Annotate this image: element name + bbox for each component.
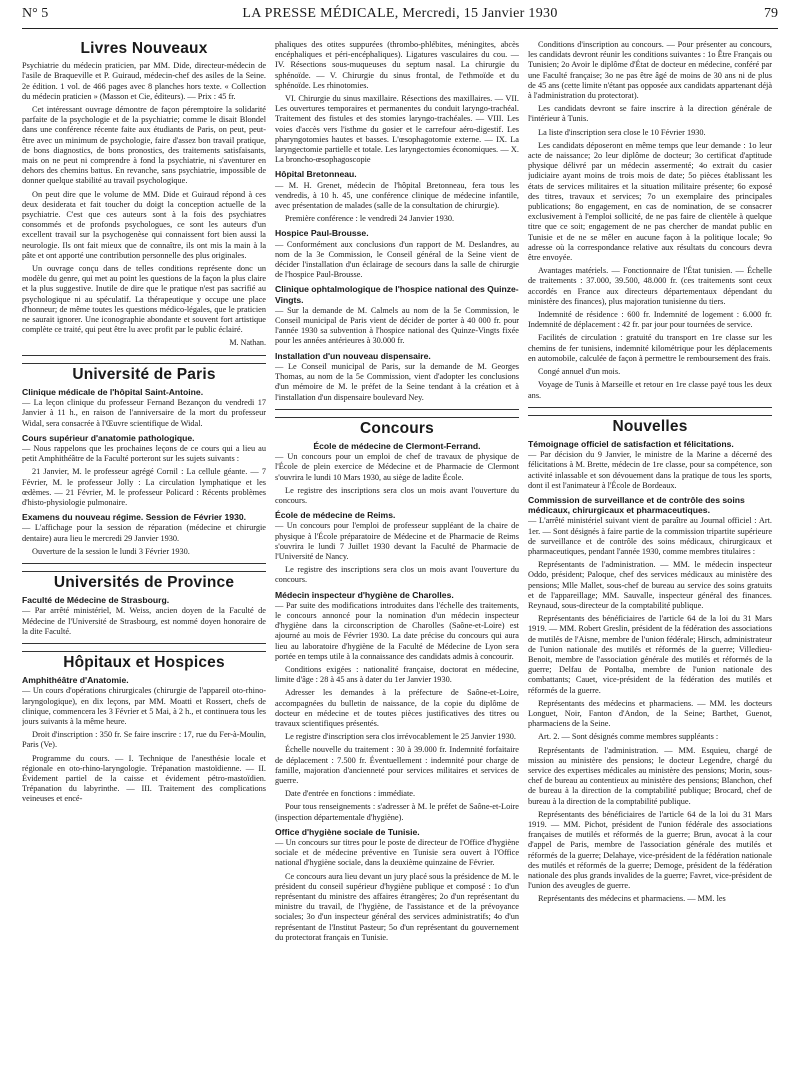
notice-title: Amphithéâtre d'Anatomie. (22, 675, 129, 686)
notice-text: — Par suite des modifications introduites dans l'échelle des traitements, le concours annoncé pour la nomination d'un médecin inspecteur d'hygiène dans la circonscription de Charolles (Saône-et-Loire) est ajourné au mois de Février 1930. La date précise du concours qui aura lieu au laboratoire d'hygiène de la Faculté de Médecine de Lyon sera portée en temps utile à la connaissance des candidats admis à concourir. (275, 600, 519, 661)
notice-text: — Un concours pour l'emploi de professeur suppléant de la chaire de physique à l'École préparatoire de Médecine et de Pharmacie de Reims s'ouvrira le lundi 7 Juillet 1930 devant la Faculté de Pharmacie de l'Université de Nancy. (275, 521, 519, 561)
notice-text: — Un concours sur titres pour le poste de directeur de l'Office d'hygiène sociale et de médecine préventive en Tunisie sera ouvert à l'Office national d'hygiène sociale, dans la deuxième quinzaine de Février. (275, 838, 519, 868)
notice-title: École de médecine de Clermont-Ferrand. (313, 440, 481, 451)
notice-title: Médecin inspecteur d'hygiène de Charolles. (275, 589, 454, 600)
book-reference: Psychiatrie du médecin praticien, par MM. Dide, directeur-médecin de l'asile de Braqueville et P. Guiraud, médecin-chef des asiles de la Seine. 2e édition. 1 vol. de 466 pages avec 8 planches hors texte. « Collection du médecin praticien » (Masson et Cie, éditeurs). — Prix : 45 fr. (22, 61, 266, 101)
section-livres-nouveaux: Livres Nouveaux (80, 40, 208, 57)
notice-text: Les candidats devront se faire inscrire à la direction générale de l'intérieur à Tunis. (528, 104, 772, 124)
notice-text: Représentants des bénéficiaires de l'article 64 de la loi du 31 Mars 1919. — MM. Pichot, président de l'union fédérale des associations françaises de mutilés et réformés de la guerre; Brun, avocat à la cour d'appel de Paris, membre de l'association générale des mutilés et réformés de la guerre; Delahaye, vice-président de la fédération nationale des mutilés et réformés de la guerre; Demoge, président de la fédération nationale des plus grands invalides de la guerre; Favret, vice-président de l'union des aveugles de guerre. (528, 809, 772, 891)
section-nouvelles: Nouvelles (612, 417, 688, 435)
notice-text: Indemnité de résidence : 600 fr. Indemnité de logement : 6.000 fr. Indemnité de déplacement : 42 fr. par jour pour tournées de service. (528, 310, 772, 330)
notice-text: Le registre des inscriptions sera clos un mois avant l'ouverture du concours. (275, 565, 519, 585)
section-divider (22, 643, 266, 652)
section-divider (22, 355, 266, 364)
notice-title: Clinique ophtalmologique de l'hospice national des Quinze-Vingts. (275, 284, 519, 305)
section-divider (22, 563, 266, 572)
notice-title: Hôpital Bretonneau. (275, 169, 357, 180)
journal-title: LA PRESSE MÉDICALE, Mercredi, 15 Janvier 1930 (242, 6, 558, 21)
notice-text: Voyage de Tunis à Marseille et retour en 1re classe payé tous les deux ans. (528, 380, 772, 400)
notice-text: Conditions d'inscription au concours. — Pour présenter au concours, les candidats devront réunir les conditions suivantes : 1o Être Français ou Tunisien; 2o Avoir le diplôme d'État de docteur en médecine, conféré par une Faculté française; 3o ne pas être âgé de moins de 30 ans ni de plus de 45 ans (cette limite n'étant pas opposée aux candidats appartenant déjà à l'administration du protectorat). (528, 40, 772, 101)
notice-title: Examens du nouveau régime. Session de Février 1930. (22, 512, 247, 523)
notice-title: Commission de surveillance et de contrôle des soins médicaux, chirurgicaux et pharmaceutiques. (528, 494, 745, 516)
notice-title: Installation d'un nouveau dispensaire. (275, 350, 431, 361)
review-signature: M. Nathan. (229, 338, 266, 348)
notice-text: — Sur la demande de M. Calmels au nom de la 5e Commission, le Conseil municipal de Paris vient de décider de porter à 40 000 fr. pour l'année 1930 sa subvention à l'hospice national des Quinze-Vingts fixée pour les années antérieures à 30.000 fr. (275, 305, 519, 346)
continued-text: VI. Chirurgie du sinus maxillaire. Résections des maxillaires. — VII. Les ouvertures temporaires et permanentes du conduit laryngo-trachéal. Traitement des fistules et des stomies laryngo-trachéales. — VIII. Les voies d'accès vers l'isthme du gosier et le carrefour aéro-digestif. Les pharyngotomies hautes et basses. L'œsophagotomie externe. — IX. La laryngectomie partielle et totale. Les laryngectomies économiques. — X. La broncho-œsophagoscopie (275, 94, 519, 165)
notice-title: Hospice Paul-Brousse. (275, 228, 369, 239)
section-hopitaux-hospices: Hôpitaux et Hospices (63, 653, 225, 671)
notice-title: Clinique médicale de l'hôpital Saint-Antoine. (22, 386, 204, 397)
notice-text: — Un cours d'opérations chirurgicales (chirurgie de l'appareil oto-rhino-laryngologique), en dix leçons, par MM. Moatti et Rossert, chefs de clinique, commencera les 3 Février et 5 Mai, à 2 h., et continuera tous les jours suivants à la même heure. (22, 686, 266, 726)
notice-text: Facilités de circulation : gratuité du transport en 1re classe sur les chemins de fer tunisiens, indemnité kilométrique pour les déplacements en automobile, calculée de façon à permettre le remboursement des frais. (528, 333, 772, 363)
notice-text: Représentants de l'administration. — MM. Esquieu, chargé de mission au ministère des pensions; le docteur Legendre, chargé du service des expertises médicales au ministère des pensions; Morin, sous-chef de bureau au contentieux au ministère des pensions; Blanchon, chef de bureau à la direction de la comptabilité publique; Brocard, chef de bureau à la direction de la comptabilité publique. (528, 745, 772, 806)
notice-text: — Le Conseil municipal de Paris, sur la demande de M. Georges Thomas, au nom de la 5e Commission, vient d'adopter les conclusions d'un mémoire de M. le préfet de la Seine tendant à la création et à l'installation d'un dispensaire boulevard Ney. (275, 361, 519, 402)
section-concours: Concours (360, 419, 434, 437)
notice-text: Adresser les demandes à la préfecture de Saône-et-Loire, accompagnées du bulletin de naissance, de la copie du diplôme de docteur en médecine et de toutes pièces justificatives des titres ou travaux scientifiques présentés. (275, 688, 519, 728)
notice-text: Première conférence : le vendredi 24 Janvier 1930. (285, 214, 455, 224)
notice-title: École de médecine de Reims. (275, 510, 396, 521)
notice-text: Conditions exigées : nationalité française, doctorat en médecine, limite d'âge : 28 à 45 ans à dater du 1er Janvier 1930. (275, 664, 519, 685)
notice-text: — Nous rappelons que les prochaines leçons de ce cours qui a lieu au petit Amphithéâtre de la Faculté porteront sur les sujets suivants : (22, 443, 266, 464)
notice-text: Représentants des médecins et pharmaciens. — MM. les (538, 894, 726, 904)
notice-text: Ouverture de la session le lundi 3 Février 1930. (32, 546, 190, 556)
notice-text: — Conformément aux conclusions d'un rapport de M. Deslandres, au nom de la 3e Commission, le Conseil général de la Seine vient de décider l'installation d'un éclairage de secours dans la salle de chirurgie de l'hospice Paul-Brousse. (275, 239, 519, 280)
section-divider (275, 409, 519, 418)
notice-text: Congé annuel d'un mois. (538, 367, 621, 377)
notice-text: — L'affichage pour la session de réparation (médecine et chirurgie dentaire) aura lieu le mercredi 29 Janvier 1930. (22, 523, 266, 543)
notice-text: — M. H. Grenet, médecin de l'hôpital Bretonneau, fera tous les vendredis, à 10 h. 45, une conférence clinique de médecine infantile, avec présentation de malades (salle de la consultation de chirurgie). (275, 180, 519, 211)
notice-text: Représentants des bénéficiaires de l'article 64 de la loi du 31 Mars 1919. — MM. Robert Greslin, président de la fédération des associations de mutilés de l'Aisne, membre de l'union fédérale; Hirsch, administrateur de l'union nationale des mutilés et réformés de la guerre; Villedieu-Benoit, membre de l'association générale des mutilés et réformés de la guerre; Delfau de Pontalba, membre de l'union nationale des combattants; Cauet, vice-président de la fédération des mutilés et réformés de la guerre. (528, 614, 772, 695)
column-middle (275, 40, 519, 1072)
review-paragraph: Cet intéressant ouvrage démontre de façon péremptoire la solidarité parfaite de la psychologie et de la psychiatrie; comme le disait Blondel dans une conférence récente faite aux étudiants de Paris, on peut, peut-être avec un minimum de psychologie, faire d'assez bon travail pratique, de bons diagnostics, de bons pronostics, des traitements satisfaisants, mais on ne peut ni comprendre à fond la psychiatrie, ni s'aventurer en dehors des chemins battus. En revanche, sans psychiatrie, impossible de donner quelque stabilité au travail psychologique. (22, 105, 266, 186)
review-paragraph: Un ouvrage conçu dans de telles conditions représente donc un modèle du genre, qui met au point les questions de la façon la plus claire et la plus suggestive. Inutile de dire que le pratique n'est pas sacrifié au psychologique ni au spéculatif. La thérapeutique y occupe une place d'honneur; de même toutes les questions médico-légales, que le praticien ne saurait ignorer. Une iconographie abondante et souvent fort artistique complète ce traité, qui peut être lu avec profit par le public éclairé. (22, 264, 266, 335)
notice-text: Droit d'inscription : 350 fr. Se faire inscrire : 17, rue du Fer-à-Moulin, Paris (Ve). (22, 730, 266, 750)
notice-text: Avantages matériels. — Fonctionnaire de l'État tunisien. — Échelle de traitements : 37.000, 39.500, 48.000 fr. (ces traitements sont ceux accordés en France aux directeurs départementaux dépendant du ministère des finances), plus majoration tunisienne du tiers. (528, 266, 772, 306)
page-header (22, 4, 778, 29)
issue-number: N° 5 (22, 6, 49, 21)
notice-text: Les candidats déposeront en même temps que leur demande : 1o leur acte de naissance; 2o leur diplôme de docteur; 3o certificat d'aptitude physique délivré par un médecin assermenté; 4o extrait du casier judiciaire ayant moins de trois mois de date; 5o pièces établissant les états de services militaires et la situation militaire présente; 6o exposé des titres, travaux et services; 7o un exemplaire des principales publications; 8o engagement, en cas de nomination, de se consacrer exclusivement à l'emploi sollicité, de ne pas faire de clientèle à quelque titre que ce soit; engagement de ne pas chercher de mandat public en Tunisie et de ne se mêler en aucune façon à la politique locale; 9o adresse où la correspondance relative aux résultats du concours devra être envoyée. (528, 140, 772, 263)
notice-text: Le registre d'inscription sera clos irrévocablement le 25 Janvier 1930. (285, 732, 516, 742)
notice-text: 21 Janvier, M. le professeur agrégé Cornil : La cellule géante. — 7 Février, M. le professeur Jolly : La circulation lymphatique et les œdèmes. — 21 Février, M. le professeur Policard : Récents problèmes d'histo-physiologie pulmonaire. (22, 467, 266, 507)
notice-text: — L'arrêté ministériel suivant vient de paraître au Journal officiel : Art. 1er. — Sont désignés à faire partie de la commission tripartite supérieure de surveillance et de contrôle des soins médicaux, chirurgicaux et pharmaceutiques, pendant l'année 1930, comme membres titulaires : (528, 516, 772, 556)
column-right (528, 40, 772, 1072)
review-paragraph: On peut dire que le volume de MM. Dide et Guiraud répond à ces deux desiderata et fait toucher du doigt la conception actuelle de la psychiatrie. C'est que ces auteurs sont à la fois des psychiatres consommés et de profonds psychologues, ce sont les auteurs d'un excellent travail sur la psychogenèse qui connaissent fort bien aussi la neurologie. Ils ont fait mieux que de connaître, ils ont mis la main à la pâte et ont apporté une contribution personnelle des plus originales. (22, 189, 266, 260)
notice-text: Date d'entrée en fonctions : immédiate. (285, 789, 416, 799)
notice-text: Représentants des médecins et pharmaciens. — MM. les docteurs Longuet, Noir, Fanton d'Andon, de la Seine; Barthet, Guenot, pharmaciens de la Seine. (528, 698, 772, 729)
notice-text: Programme du cours. — I. Technique de l'anesthésie locale et régionale en oto-rhino-laryngologie. Trépanation mastoïdienne. — II. Évidement partiel de la caisse et évidement pétro-mastoïdien. Trépanation du labyrinthe. — III. Traitement des complications veineuses et encé- (22, 753, 266, 804)
notice-text: Pour tous renseignements : s'adresser à M. le préfet de Saône-et-Loire (inspection départementale d'hygiène). (275, 802, 519, 822)
notice-text: — Par arrêté ministériel, M. Weiss, ancien doyen de la Faculté de Médecine de l'Université de Strasbourg, est nommé doyen honoraire de la dite Faculté. (22, 606, 266, 636)
notice-text: — La leçon clinique du professeur Fernand Bezançon du vendredi 17 Janvier à 11 h., en raison de l'anniversaire de la mort du professeur Widal, sera consacrée à l'Œuvre scientifique de Widal. (22, 398, 266, 428)
notice-text: La liste d'inscription sera close le 10 Février 1930. (538, 127, 706, 137)
notice-title: Cours supérieur d'anatomie pathologique. (22, 432, 195, 443)
page-number: 79 (764, 6, 778, 21)
notice-title: Témoignage officiel de satisfaction et félicitations. (528, 438, 734, 449)
notice-text: — Un concours pour un emploi de chef de travaux de physique de l'École de plein exercice de Médecine et de Pharmacie de Clermont s'ouvrira le lundi 10 Mars 1930, au siège de ladite École. (275, 452, 519, 482)
section-universite-paris: Université de Paris (72, 365, 216, 383)
section-universites-province: Universités de Province (53, 573, 235, 591)
notice-text: Art. 2. — Sont désignés comme membres suppléants : (538, 732, 719, 742)
notice-text: — Par décision du 9 Janvier, le ministre de la Marine a décerné des félicitations à M. Brette, médecin de 1re classe, pour sa compétence, son activité inlassable et son dévouement dans la pratique de tous les sports, dont il est l'animateur à l'École de Bordeaux. (528, 450, 772, 490)
notice-title: Faculté de Médecine de Strasbourg. (22, 595, 170, 606)
notice-text: Échelle nouvelle du traitement : 30 à 39.000 fr. Indemnité forfaitaire de déplacement : 7.500 fr. Éventuellement : indemnité pour charge de famille, majoration d'ancienneté pour services militaires et services de guerre. (275, 745, 519, 785)
notice-text: Représentants de l'administration. — MM. le médecin inspecteur Oddo, président; Paloque, chef des services médicaux au ministère des pensions; Mlle Mallet, sous-chef de bureau au service des soins gratuits et de l'appareillage; MM. Sauvalle, inspecteur général des finances. Reynaud, sous-directeur de la comptabilité publique. (528, 560, 772, 610)
notice-text: Ce concours aura lieu devant un jury placé sous la présidence de M. le président du conseil supérieur d'hygiène publique et composé : 1o d'un représentant du ministre des affaires étrangères; 2o d'un représentant du ministre du travail, de l'hygiène, de l'assistance et de la prévoyance sociales; 3o d'un inspecteur général des services administratifs; 4o d'un représentant de l'Institut Pasteur; 5o d'un représentant du gouvernement du protectorat français en Tunisie. (275, 871, 519, 942)
continued-text: phaliques des otites suppurées (thrombo-phlébites, méningites, abcès encéphaliques et péri-encéphaliques). Ligatures vasculaires du cou. — IV. Résections sous-muqueuses du septum nasal. La chirurgie du sphénoïde. — V. Chirurgie du sinus frontal, de l'ethmoïde et du sphénoïde. Les rhinotomies. (275, 40, 519, 90)
notice-text: Le registre des inscriptions sera clos un mois avant l'ouverture du concours. (275, 485, 519, 505)
column-left (22, 40, 266, 1072)
section-divider (528, 407, 772, 416)
notice-title: Office d'hygiène sociale de Tunisie. (275, 826, 420, 837)
